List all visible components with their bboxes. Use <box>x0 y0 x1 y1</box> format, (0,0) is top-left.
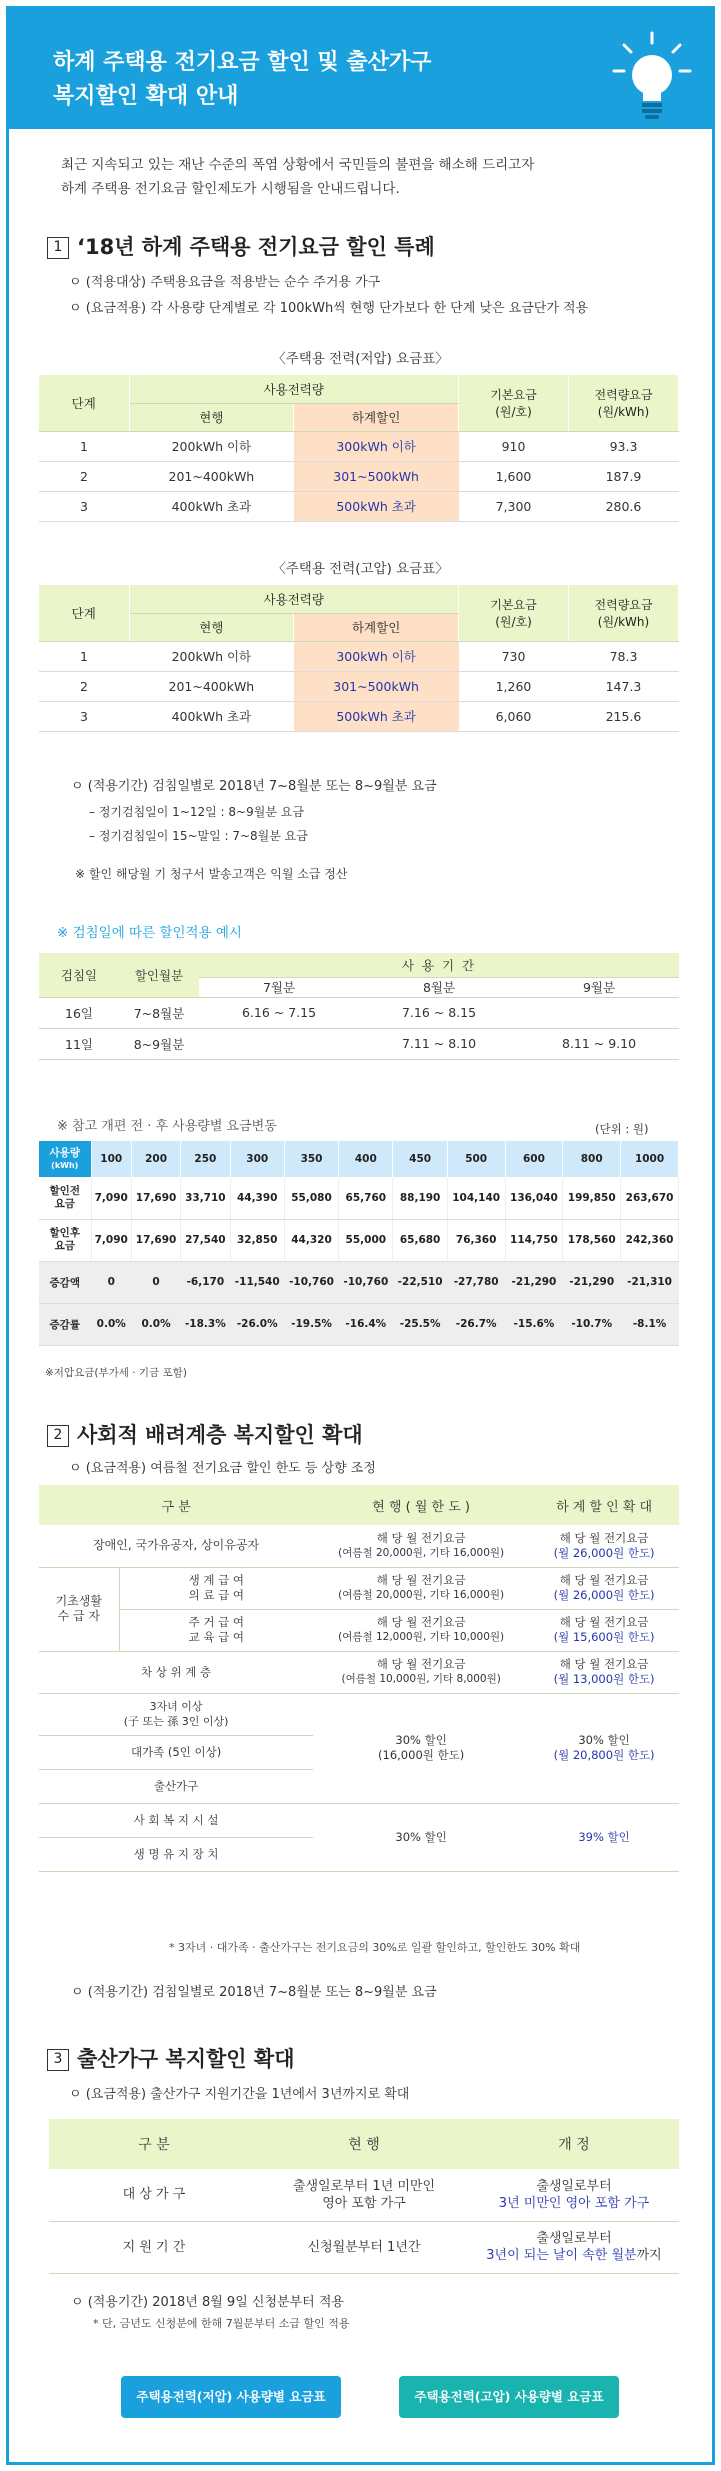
cell: -19.5% <box>284 1303 338 1345</box>
low-voltage-rate-table <box>39 375 679 522</box>
cell-line: (월 13,000원 한도) <box>553 1672 655 1686</box>
cell: 400kWh 초과 <box>129 701 294 731</box>
cell-line: 까지 <box>636 2248 662 2263</box>
cell-line: 해 당 월 전기요금 <box>559 1615 649 1629</box>
period-sub1: – 정기검침일이 1~12일 : 8~9월분 요금 <box>89 805 304 819</box>
cell: -21,310 <box>621 1261 679 1303</box>
section2-title-text: 사회적 배려계층 복지할인 확대 <box>77 1423 363 1447</box>
example-table <box>39 953 679 1060</box>
cell: 기초생활 수 급 자 <box>39 1567 119 1651</box>
cell: 7.11 ~ 8.10 <box>359 1028 519 1059</box>
cell: 200kWh 이하 <box>129 431 294 461</box>
period-note: ※ 할인 해당월 기 청구서 발송고객은 익월 소급 정산 <box>75 867 348 881</box>
table-row <box>39 701 679 731</box>
cell: -21,290 <box>505 1261 563 1303</box>
cell: 93.3 <box>569 431 679 461</box>
high-voltage-rate-table <box>39 585 679 732</box>
section2-number: 2 <box>47 1425 69 1447</box>
table-row <box>39 491 679 521</box>
section1-title <box>47 231 435 261</box>
cell <box>529 1651 679 1693</box>
cell: -26.0% <box>230 1303 284 1345</box>
cell: 215.6 <box>569 701 679 731</box>
th-usage <box>39 1141 91 1177</box>
cell: -8.1% <box>621 1303 679 1345</box>
cell: 출생일로부터 1년 미만인 영아 포함 가구 <box>259 2169 469 2221</box>
th-aug: 8월분 <box>359 977 519 997</box>
change-table <box>39 1141 679 1346</box>
cell-line: 해 당 월 전기요금 <box>559 1657 649 1671</box>
cell: 55,080 <box>284 1177 338 1219</box>
cell <box>529 1567 679 1609</box>
th-base: 기본요금 (원/호) <box>459 375 569 431</box>
th-july: 7월분 <box>199 977 359 997</box>
cell: 사 회 복 지 시 설 <box>39 1803 313 1837</box>
cell-line: 해 당 월 전기요금 <box>376 1615 466 1629</box>
cell: -10.7% <box>563 1303 621 1345</box>
cell <box>529 1693 679 1803</box>
cell-line: 해 당 월 전기요금 <box>376 1573 466 1587</box>
cell-line: (16,000원 한도) <box>378 1748 465 1762</box>
s3-apply: ㅇ (요금적용) 출산가구 지원기간을 1년에서 3년까지로 확대 <box>69 2087 410 2102</box>
cell: 17,690 <box>131 1219 180 1261</box>
section1-number: 1 <box>47 237 69 259</box>
cell <box>199 1028 359 1059</box>
cell: 500kWh 초과 <box>294 491 459 521</box>
s3-period: ㅇ (적용기간) 2018년 8월 9일 신청분부터 적용 <box>71 2295 344 2310</box>
cell: 2 <box>39 461 129 491</box>
intro-text <box>61 153 534 201</box>
cell: 500kWh 초과 <box>294 701 459 731</box>
cell: 신청월분부터 1년간 <box>259 2221 469 2273</box>
cell-line: 해 당 월 전기요금 <box>559 1530 649 1545</box>
cell <box>519 997 679 1028</box>
s3-note: * 단, 금년도 신청분에 한해 7월분부터 소급 할인 적용 <box>93 2317 350 2330</box>
cell-line: 3년이 되는 날이 속한 월분 <box>486 2248 637 2263</box>
cell: 7,090 <box>91 1177 131 1219</box>
table-row <box>39 1567 679 1609</box>
cell: 8~9월분 <box>119 1028 199 1059</box>
th-usage-unit: (kWh) <box>51 1160 79 1170</box>
cell: 65,760 <box>339 1177 393 1219</box>
cell: 147.3 <box>569 671 679 701</box>
cell: 201~400kWh <box>129 461 294 491</box>
th-col: 100 <box>91 1141 131 1177</box>
cell: 300kWh 이하 <box>294 641 459 671</box>
cell: 8.11 ~ 9.10 <box>519 1028 679 1059</box>
th-summer-discount: 하계할인 <box>294 613 459 641</box>
cell: 301~500kWh <box>294 461 459 491</box>
cell: 300kWh 이하 <box>294 431 459 461</box>
cell: 263,670 <box>621 1177 679 1219</box>
cell-line: (여름철 20,000원, 기타 16,000원) <box>338 1546 505 1559</box>
cell: 39% 할인 <box>529 1803 679 1871</box>
cell: 104,140 <box>447 1177 505 1219</box>
s1-apply: ㅇ (요금적용) 각 사용량 단계별로 각 100kWh씩 현행 단가보다 한 단계 낮은 요금단가 적용 <box>69 301 589 316</box>
period-sub2: – 정기검침일이 15~말일 : 7~8월분 요금 <box>89 829 308 843</box>
cell: 199,850 <box>563 1177 621 1219</box>
cell-line: 출생일로부터 <box>536 2231 612 2246</box>
cell-line: (여름철 20,000원, 기타 16,000원) <box>338 1589 505 1601</box>
th-type: 구 분 <box>39 1485 313 1525</box>
cell: 280.6 <box>569 491 679 521</box>
th-month: 할인월분 <box>119 953 199 997</box>
th-step: 단계 <box>39 375 129 431</box>
cell: 0.0% <box>131 1303 180 1345</box>
th-revision: 개 정 <box>469 2119 679 2169</box>
th-period: 사 용 기 간 <box>199 953 679 977</box>
cell: -26.7% <box>447 1303 505 1345</box>
row-label: 할인후 요금 <box>39 1219 91 1261</box>
cell-line: 30% 할인 <box>395 1733 447 1747</box>
th-rate: 전력량요금 (원/kWh) <box>569 585 679 641</box>
cell: 0 <box>131 1261 180 1303</box>
cell: -15.6% <box>505 1303 563 1345</box>
cell: -18.3% <box>181 1303 230 1345</box>
th-type: 구 분 <box>49 2119 259 2169</box>
cell: -10,760 <box>284 1261 338 1303</box>
change-title: ※ 참고 개편 전 · 후 사용량별 요금변동 <box>57 1119 277 1134</box>
th-current: 현 행 <box>259 2119 469 2169</box>
th-sep: 9월분 <box>519 977 679 997</box>
lightbulb-icon <box>612 31 692 131</box>
cell: -21,290 <box>563 1261 621 1303</box>
section2-title <box>47 1419 363 1449</box>
table-row <box>39 1177 679 1219</box>
cell: 7.16 ~ 8.15 <box>359 997 519 1028</box>
table-row <box>39 1693 679 1735</box>
low-voltage-rate-button[interactable]: 주택용전력(저압) 사용량별 요금표 <box>121 2376 341 2418</box>
cell: 65,680 <box>393 1219 447 1261</box>
th-base: 기본요금 (원/호) <box>459 585 569 641</box>
th-col: 450 <box>393 1141 447 1177</box>
th-usage: 사용전력량 <box>129 375 459 403</box>
cell <box>313 1693 529 1803</box>
cell: 7,090 <box>91 1219 131 1261</box>
cell: -11,540 <box>230 1261 284 1303</box>
cell <box>469 2221 679 2273</box>
th-col: 800 <box>563 1141 621 1177</box>
cell: 114,750 <box>505 1219 563 1261</box>
cell: 1 <box>39 431 129 461</box>
cell-line: (월 26,000원 한도) <box>553 1588 655 1602</box>
th-current: 현행 <box>129 613 294 641</box>
section3-number: 3 <box>47 2049 69 2071</box>
example-title: ※ 검침일에 따른 할인적용 예시 <box>57 925 242 941</box>
cell: 400kWh 초과 <box>129 491 294 521</box>
cell-line: 해 당 월 전기요금 <box>376 1657 466 1671</box>
cell-line: 3년 미만인 영아 포함 가구 <box>498 2195 650 2211</box>
cell: -10,760 <box>339 1261 393 1303</box>
cell <box>313 1525 529 1567</box>
th-usage: 사용전력량 <box>129 585 459 613</box>
table-row <box>39 641 679 671</box>
cell: 3자녀 이상 (子 또는 孫 3인 이상) <box>39 1693 313 1735</box>
section3-title-text: 출산가구 복지할인 확대 <box>77 2047 295 2071</box>
cell: 44,320 <box>284 1219 338 1261</box>
welfare-footnote: * 3자녀 · 대가족 · 출산가구는 전기요금의 30%로 일괄 할인하고, 할인한도 30% 확대 <box>169 1941 581 1954</box>
cell: 6,060 <box>459 701 569 731</box>
th-current: 현 행 ( 월 한 도 ) <box>313 1485 529 1525</box>
cell: 910 <box>459 431 569 461</box>
cell: 0 <box>91 1261 131 1303</box>
th-col: 500 <box>447 1141 505 1177</box>
s2-apply: ㅇ (요금적용) 여름철 전기요금 할인 한도 등 상향 조정 <box>69 1461 376 1476</box>
cell: 88,190 <box>393 1177 447 1219</box>
cell: 생 계 급 여 의 료 급 여 <box>119 1567 313 1609</box>
table-row <box>39 1609 679 1651</box>
cell: 78.3 <box>569 641 679 671</box>
th-current: 현행 <box>129 403 294 431</box>
cell: 1,600 <box>459 461 569 491</box>
cell <box>313 1567 529 1609</box>
cell: 대가족 (5인 이상) <box>39 1735 313 1769</box>
cell-line: (월 15,600원 한도) <box>553 1630 655 1644</box>
th-col: 400 <box>339 1141 393 1177</box>
cell: 76,360 <box>447 1219 505 1261</box>
cell: -27,780 <box>447 1261 505 1303</box>
notice-frame <box>6 6 715 2465</box>
cell: 7~8월분 <box>119 997 199 1028</box>
table-row <box>39 461 679 491</box>
birth-table <box>49 2119 679 2274</box>
section1-title-text: ‘18년 하계 주택용 전기요금 할인 특례 <box>77 235 435 259</box>
section3-title <box>47 2043 294 2073</box>
cell: 1,260 <box>459 671 569 701</box>
cell: -16.4% <box>339 1303 393 1345</box>
table-row <box>39 1028 679 1059</box>
header-title-line2: 복지할인 확대 안내 <box>53 84 239 109</box>
change-note: ※저압요금(부가세 · 기금 포함) <box>45 1367 187 1379</box>
row-label: 증감률 <box>39 1303 91 1345</box>
cell: 3 <box>39 701 129 731</box>
cell: 27,540 <box>181 1219 230 1261</box>
cell: 200kWh 이하 <box>129 641 294 671</box>
cell: -6,170 <box>181 1261 230 1303</box>
th-col: 1000 <box>621 1141 679 1177</box>
cell: -25.5% <box>393 1303 447 1345</box>
cell-line: (여름철 10,000원, 기타 8,000원) <box>341 1673 501 1685</box>
s1-target: ㅇ (적용대상) 주택용요금을 적용받는 순수 주거용 가구 <box>69 275 381 290</box>
cell: 장애인, 국가유공자, 상이유공자 <box>39 1525 313 1567</box>
cell: -22,510 <box>393 1261 447 1303</box>
cell: 55,000 <box>339 1219 393 1261</box>
cell: 생 명 유 지 장 치 <box>39 1837 313 1871</box>
cell: 2 <box>39 671 129 701</box>
header-title-line1: 하계 주택용 전기요금 할인 및 출산가구 <box>53 50 432 75</box>
period-main: ㅇ (적용기간) 검침일별로 2018년 7~8월분 또는 8~9월분 요금 <box>71 779 437 794</box>
cell-line: 해 당 월 전기요금 <box>376 1530 466 1545</box>
cell-line: (월 20,800원 한도) <box>553 1748 655 1762</box>
cell: 대 상 가 구 <box>49 2169 259 2221</box>
cell: 출산가구 <box>39 1769 313 1803</box>
table-row <box>39 431 679 461</box>
intro-line1: 최근 지속되고 있는 재난 수준의 폭염 상황에서 국민들의 불편을 해소해 드리고자 <box>61 157 535 173</box>
th-expansion: 하 계 할 인 확 대 <box>529 1485 679 1525</box>
cell-line: (월 26,000원 한도) <box>553 1545 655 1560</box>
cell-line: (여름철 12,000원, 기타 10,000원) <box>338 1631 505 1643</box>
table-row <box>39 1261 679 1303</box>
low-table-caption: 〈주택용 전력(저압) 요금표〉 <box>272 351 449 367</box>
table-row <box>49 2221 679 2273</box>
th-col: 300 <box>230 1141 284 1177</box>
cell: 지 원 기 간 <box>49 2221 259 2273</box>
change-unit: (단위 : 원) <box>595 1122 649 1136</box>
cell-line: 출생일로부터 <box>536 2178 612 2194</box>
th-col: 200 <box>131 1141 180 1177</box>
row-label: 증감액 <box>39 1261 91 1303</box>
cell: 16일 <box>39 997 119 1028</box>
cell-line: 해 당 월 전기요금 <box>559 1573 649 1587</box>
th-rate: 전력량요금 (원/kWh) <box>569 375 679 431</box>
th-step: 단계 <box>39 585 129 641</box>
cell: 17,690 <box>131 1177 180 1219</box>
cell: 187.9 <box>569 461 679 491</box>
cell: 242,360 <box>621 1219 679 1261</box>
th-col: 250 <box>181 1141 230 1177</box>
row-label: 할인전 요금 <box>39 1177 91 1219</box>
cell <box>313 1609 529 1651</box>
cell: 301~500kWh <box>294 671 459 701</box>
table-row <box>39 1803 679 1837</box>
high-voltage-rate-button[interactable]: 주택용전력(고압) 사용량별 요금표 <box>399 2376 619 2418</box>
table-row <box>39 671 679 701</box>
cell: 30% 할인 <box>313 1803 529 1871</box>
cell: 44,390 <box>230 1177 284 1219</box>
cell: 730 <box>459 641 569 671</box>
table-row <box>39 1525 679 1567</box>
cell: 1 <box>39 641 129 671</box>
cell: 3 <box>39 491 129 521</box>
th-col: 350 <box>284 1141 338 1177</box>
header-banner <box>9 9 712 129</box>
table-row <box>39 1303 679 1345</box>
th-col: 600 <box>505 1141 563 1177</box>
cell <box>529 1609 679 1651</box>
cell: 33,710 <box>181 1177 230 1219</box>
cell: 178,560 <box>563 1219 621 1261</box>
high-table-caption: 〈주택용 전력(고압) 요금표〉 <box>272 561 449 577</box>
table-row <box>39 1219 679 1261</box>
welfare-table <box>39 1485 679 1872</box>
cell: 주 거 급 여 교 육 급 여 <box>119 1609 313 1651</box>
cell <box>469 2169 679 2221</box>
cell: 7,300 <box>459 491 569 521</box>
intro-line2: 하계 주택용 전기요금 할인제도가 시행됨을 안내드립니다. <box>61 181 400 197</box>
th-summer-discount: 하계할인 <box>294 403 459 431</box>
cell: 0.0% <box>91 1303 131 1345</box>
cell: 201~400kWh <box>129 671 294 701</box>
cell-line: 30% 할인 <box>578 1733 630 1747</box>
table-row <box>49 2169 679 2221</box>
th-usage-text: 사용량 <box>49 1146 80 1159</box>
th-day: 검침일 <box>39 953 119 997</box>
cell: 136,040 <box>505 1177 563 1219</box>
cell <box>529 1525 679 1567</box>
cell: 11일 <box>39 1028 119 1059</box>
cell: 32,850 <box>230 1219 284 1261</box>
table-row <box>39 1651 679 1693</box>
cell: 차 상 위 계 층 <box>39 1651 313 1693</box>
table-row <box>39 997 679 1028</box>
cell: 6.16 ~ 7.15 <box>199 997 359 1028</box>
s2-period: ㅇ (적용기간) 검침일별로 2018년 7~8월분 또는 8~9월분 요금 <box>71 1985 437 2000</box>
cell <box>313 1651 529 1693</box>
